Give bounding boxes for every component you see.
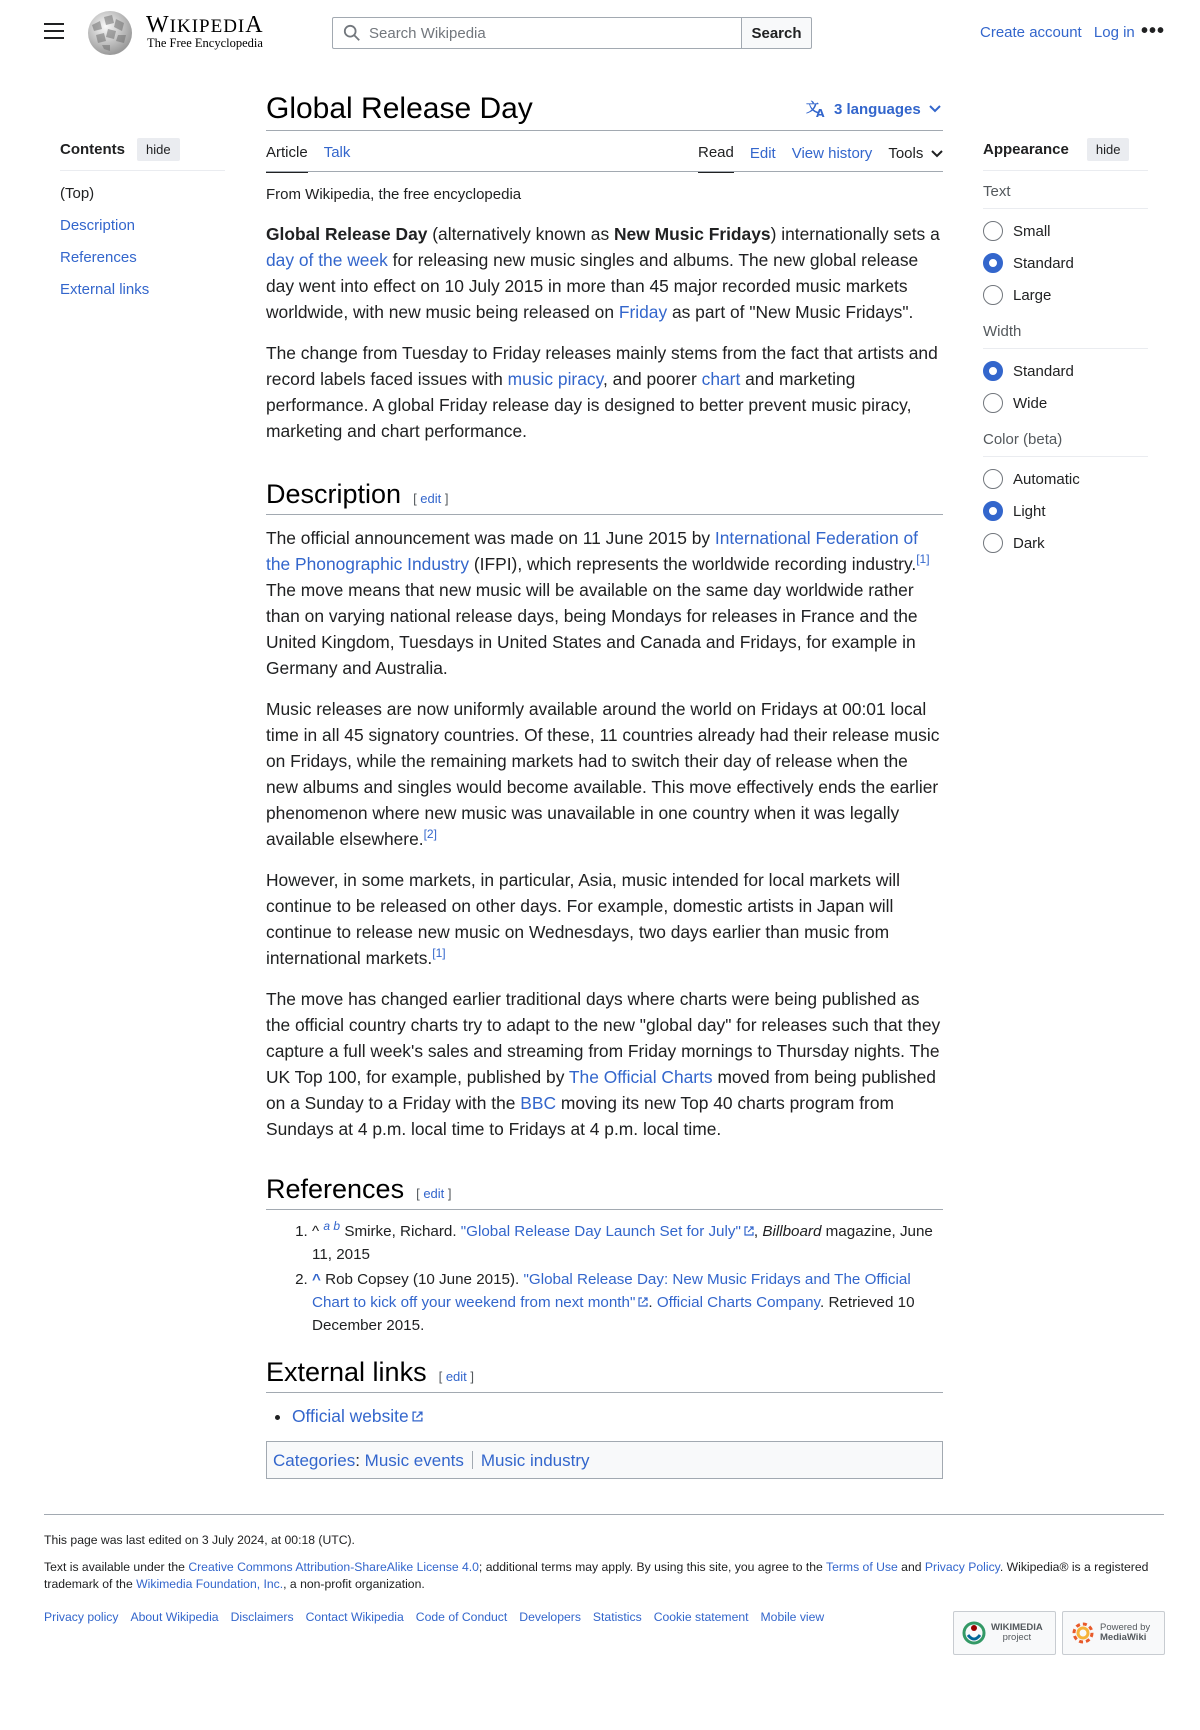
section-heading-references — [266, 1172, 943, 1210]
color-automatic[interactable] — [983, 463, 1148, 495]
wikimedia-foundation-link[interactable]: Wikimedia Foundation, Inc. — [136, 1577, 284, 1591]
link-bbc[interactable]: BBC — [520, 1093, 557, 1113]
text-size-small[interactable] — [983, 215, 1148, 247]
wikipedia-tagline: The Free Encyclopedia — [147, 36, 263, 50]
search-input[interactable] — [369, 25, 729, 42]
link-friday[interactable]: Friday — [618, 302, 668, 322]
badge-line-1: Powered by — [1100, 1622, 1151, 1633]
section-heading-external-links — [266, 1355, 943, 1393]
user-links — [980, 24, 1143, 41]
page-title: Global Release Day — [266, 92, 533, 125]
external-links-list — [292, 1403, 943, 1429]
reference-link-billboard[interactable]: "Global Release Day Launch Set for July" — [460, 1223, 741, 1240]
wikimedia-project-badge[interactable] — [953, 1611, 1056, 1655]
tab-article[interactable]: Article — [266, 144, 308, 173]
heading-text: References — [266, 1174, 405, 1204]
option-label: Small — [1013, 222, 1051, 240]
category-separator — [472, 1451, 473, 1469]
license-text: Text is available under the Creative Commons Attribution-ShareAlike License 4.0; additional terms may apply. By using this site, you agree to the Terms of Use and Privacy Policy. Wikipedia® is a registered trademark of the Wikimedia Foundation, Inc., a non-profit organization. — [44, 1560, 1149, 1591]
appearance-hide-button[interactable]: hide — [1087, 138, 1130, 161]
chevron-down-icon — [929, 105, 941, 113]
tools-dropdown[interactable] — [888, 145, 943, 172]
mediawiki-logo-icon — [1071, 1621, 1095, 1645]
description-paragraph-4: The move has changed earlier traditional days where charts were being published as the official country charts try to adapt to the new "global day" for releases such that they capture a full week's sales and streaming from Friday mornings to Thursday nights. The UK Top 100, for example, published by The Official Charts moved from being published on a Sunday to a Friday with the BBC moving its new Top 40 charts program from Sundays at 4 p.m. local time to Fridays at 4 p.m. local time. — [266, 989, 941, 1139]
badge-line-2: MediaWiki — [1100, 1632, 1147, 1643]
toc-item-references[interactable]: References — [60, 249, 137, 266]
citation-1[interactable]: [1] — [432, 946, 446, 961]
link-music-piracy[interactable]: music piracy — [507, 369, 603, 389]
section-heading-description — [266, 477, 943, 515]
link-official-charts[interactable]: The Official Charts — [568, 1067, 713, 1087]
width-label: Width — [983, 323, 1148, 349]
language-count: 3 languages — [834, 100, 921, 118]
svg-text:A: A — [816, 107, 825, 118]
description-paragraph-3: However, in some markets, in particular, Asia, music intended for local markets will continue to be released on other days. For example, domestic artists in Japan will continue to release new music on Wednesdays, two days earlier than music from international markets.[1] — [266, 870, 901, 968]
footer-badges — [953, 1611, 1165, 1655]
namespace-tabs — [266, 144, 350, 173]
cc-license-link[interactable]: Creative Commons Attribution-ShareAlike License 4.0 — [188, 1560, 479, 1574]
tab-talk[interactable]: Talk — [323, 144, 351, 161]
radio-button[interactable] — [983, 285, 1003, 305]
toc-title: Contents — [60, 141, 125, 158]
description-paragraph-1: The official announcement was made on 11 June 2015 by International Federation of the Phonographic Industry (IFPI), which represents the worldwide recording industry.[1] The move means that new music will be available on the same day worldwide rather than on varying national release days, being Mondays for releases in France and the United Kingdom, Tuesdays in United States and Canada and Fridays, for example in Germany and Australia. — [266, 528, 930, 678]
toc-list — [60, 185, 225, 313]
link-official-charts-company[interactable]: Official Charts Company — [656, 1294, 820, 1311]
edit-link[interactable]: edit — [445, 1369, 467, 1384]
wikipedia-globe-logo[interactable] — [84, 9, 136, 57]
tools-label: Tools — [888, 145, 924, 162]
more-options-icon[interactable]: ••• — [1141, 20, 1166, 42]
color-options — [983, 463, 1148, 559]
text-size-standard[interactable] — [983, 247, 1148, 279]
edit-section-link[interactable]: [ edit ] — [438, 1369, 475, 1384]
reference-item: 1. ^ $^{a b}$ Smirke, Richard. "Global Release Day Launch Set for July" , Billboard magazine, June 11, 2015 — [312, 1220, 943, 1266]
tab-read[interactable]: Read — [698, 144, 734, 173]
last-edited: This page was last edited on 3 July 2024, at 00:18 (UTC). — [44, 1533, 355, 1547]
footer-link-mobile-view[interactable]: Mobile view — [760, 1610, 825, 1624]
option-label: Dark — [1013, 534, 1045, 552]
citation-2[interactable]: [2] — [423, 827, 437, 842]
title-divider — [266, 130, 943, 131]
width-options — [983, 355, 1148, 419]
edit-link[interactable]: edit — [423, 1186, 445, 1201]
footer-link-disclaimers[interactable]: Disclaimers — [230, 1610, 294, 1624]
wikimedia-logo-icon — [962, 1621, 986, 1645]
link-ifpi[interactable]: International Federation of the Phonographic Industry — [266, 528, 918, 574]
radio-button-selected[interactable] — [983, 501, 1003, 521]
footer-divider — [44, 1514, 1164, 1515]
footer-link-privacy-policy[interactable]: Privacy policy — [44, 1610, 119, 1624]
radio-button[interactable] — [983, 393, 1003, 413]
external-link-icon — [412, 1411, 423, 1422]
option-label: Large — [1013, 286, 1052, 304]
heading-text: External links — [266, 1357, 427, 1387]
article-body — [266, 182, 943, 1479]
terms-of-use-link[interactable]: Terms of Use — [826, 1560, 898, 1574]
official-website-link[interactable]: Official website — [292, 1406, 409, 1426]
search-box — [332, 17, 742, 49]
site-header — [0, 0, 1200, 66]
create-account-link[interactable]: Create account — [980, 24, 1082, 41]
radio-button[interactable] — [983, 469, 1003, 489]
link-day-of-the-week[interactable]: day of the week — [266, 250, 388, 270]
chevron-down-icon — [931, 150, 943, 158]
option-label: Light — [1013, 502, 1046, 520]
radio-button-selected[interactable] — [983, 253, 1003, 273]
text-size-large[interactable] — [983, 279, 1148, 311]
appearance-title: Appearance — [983, 141, 1069, 158]
search-icon — [343, 24, 361, 42]
toc-item-external-links[interactable]: External links — [60, 281, 150, 298]
text-size-label: Text — [983, 183, 1148, 209]
main-menu-icon[interactable] — [44, 23, 64, 41]
text-size-options — [983, 215, 1148, 311]
toc-hide-button[interactable]: hide — [137, 138, 180, 161]
reference-list — [312, 1220, 943, 1337]
reference-item: 2. ^ Rob Copsey (10 June 2015). "Global Release Day: New Music Fridays and The Official Chart to kick off your weekend from next month" . Official Charts Company. Retrieved 10 December 2015. — [312, 1268, 943, 1337]
toc-item-top[interactable]: (Top) — [60, 185, 95, 202]
appearance-panel — [983, 138, 1148, 559]
table-of-contents — [60, 138, 225, 313]
edit-section-link[interactable]: [ edit ] — [416, 1186, 452, 1201]
intro-paragraph-1: Global Release Day (alternatively known as New Music Fridays) internationally sets a day of the week for releasing new music singles and albums. The new global release day went into effect on 10 July 2015 in more than 45 major recorded music markets worldwide, with new music being released on Friday as part of "New Music Fridays". — [266, 224, 940, 322]
option-label: Wide — [1013, 394, 1048, 412]
footer-link-about[interactable]: About Wikipedia — [130, 1610, 219, 1624]
width-wide[interactable] — [983, 387, 1148, 419]
tab-edit[interactable]: Edit — [749, 145, 776, 162]
footer-link-code-of-conduct[interactable]: Code of Conduct — [415, 1610, 508, 1624]
color-light[interactable] — [983, 495, 1148, 527]
description-paragraph-2: Music releases are now uniformly available around the world on Fridays at 00:01 local time in all 45 signatory countries. Of these, 11 countries already had their release music on Fridays, while the remaining markets had to switch their day of release when the new albums and singles would become available. This move effectively ends the earlier phenomenon where new music was unavailable in one country when it was legally available elsewhere.[2] — [266, 699, 940, 849]
backlink-a[interactable]: a — [323, 1218, 331, 1233]
appearance-header — [983, 138, 1148, 171]
external-link-icon — [638, 1297, 648, 1307]
categories-box: Categories: Music events Music industry — [266, 1441, 943, 1479]
footer-link-cookie-statement[interactable]: Cookie statement — [653, 1610, 749, 1624]
privacy-policy-link[interactable]: Privacy Policy — [924, 1560, 1000, 1574]
tabs-divider — [266, 171, 943, 172]
list-item — [292, 1403, 943, 1429]
log-in-link[interactable]: Log in — [1093, 24, 1135, 41]
width-standard[interactable] — [983, 355, 1148, 387]
intro-paragraph-2: The change from Tuesday to Friday releases mainly stems from the fact that artists and record labels faced issues with music piracy, and poorer chart and marketing performance. A global Friday release day is designed to better prevent music piracy, marketing and chart performance. — [266, 343, 938, 441]
search-button[interactable]: Search — [741, 17, 812, 49]
radio-button-selected[interactable] — [983, 361, 1003, 381]
footer-link-contact[interactable]: Contact Wikipedia — [305, 1610, 404, 1624]
toc-item-description[interactable]: Description — [60, 217, 136, 234]
radio-button[interactable] — [983, 221, 1003, 241]
citation-1[interactable]: [1] — [916, 552, 930, 567]
badge-line-2: project — [1002, 1632, 1032, 1643]
color-label: Color (beta) — [983, 431, 1148, 457]
language-button[interactable] — [806, 100, 941, 118]
site-subtitle: From Wikipedia, the free encyclopedia — [266, 186, 522, 203]
wikipedia-wordmark[interactable]: WIKIPEDIA — [146, 12, 264, 38]
footer-link-statistics[interactable]: Statistics — [592, 1610, 642, 1624]
edit-link[interactable]: edit — [420, 491, 442, 506]
tab-view-history[interactable]: View history — [791, 145, 873, 162]
external-link-icon — [744, 1226, 754, 1236]
backlink-b[interactable]: b — [333, 1218, 341, 1233]
translate-icon — [806, 100, 826, 118]
badge-line-1: WIKIMEDIA — [991, 1622, 1043, 1633]
view-tabs — [698, 144, 943, 173]
heading-text: Description — [266, 479, 402, 509]
option-label: Standard — [1013, 362, 1074, 380]
option-label: Automatic — [1013, 470, 1080, 488]
categories-link[interactable]: Categories — [273, 1451, 356, 1470]
category-music-events[interactable]: Music events — [364, 1451, 464, 1470]
svg-text:文: 文 — [806, 101, 820, 116]
footer-link-developers[interactable]: Developers — [519, 1610, 581, 1624]
reference-link-official-chart[interactable]: "Global Release Day: New Music Fridays and The Official Chart to kick off your weekend from next month" — [312, 1271, 911, 1311]
option-label: Standard — [1013, 254, 1074, 272]
edit-section-link[interactable]: [ edit ] — [413, 491, 449, 506]
category-music-industry[interactable]: Music industry — [480, 1451, 590, 1470]
backlink-caret[interactable]: ^ — [312, 1271, 321, 1288]
toc-header — [60, 138, 225, 171]
powered-by-mediawiki-badge[interactable] — [1062, 1611, 1165, 1655]
color-dark[interactable] — [983, 527, 1148, 559]
link-chart[interactable]: chart — [701, 369, 741, 389]
radio-button[interactable] — [983, 533, 1003, 553]
